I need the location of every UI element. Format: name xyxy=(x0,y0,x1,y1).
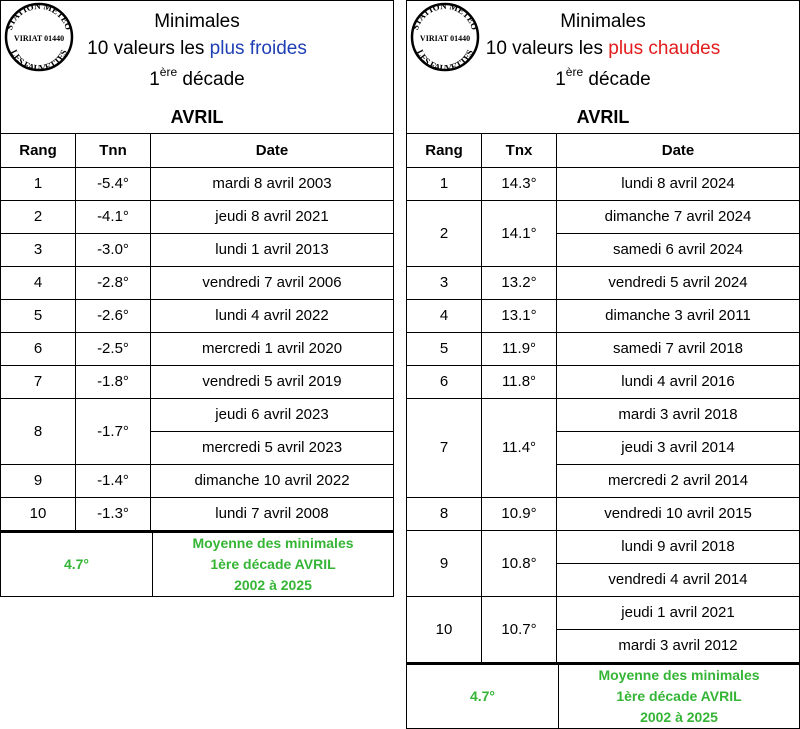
rank-cell: 6 xyxy=(1,332,76,365)
date-cell: mercredi 1 avril 2020 xyxy=(151,332,394,365)
page-title: Minimales xyxy=(154,11,240,32)
table-row xyxy=(407,299,800,332)
rank-cell: 4 xyxy=(407,299,482,332)
decade-label: 1ère décade xyxy=(149,65,245,90)
table-header-row xyxy=(407,134,800,167)
temperature-cell: 10.8° xyxy=(482,530,557,596)
date-cell: lundi 4 avril 2016 xyxy=(557,365,800,398)
table-row xyxy=(1,497,394,530)
page-subtitle: 10 valeurs les plus chaudes xyxy=(485,38,721,59)
average-footer xyxy=(406,663,800,729)
table-row xyxy=(1,398,394,431)
temperature-cell: -1.7° xyxy=(76,398,151,464)
svg-text:LES FAUVETTES: LES FAUVETTES xyxy=(8,47,70,73)
temperature-cell: -3.0° xyxy=(76,233,151,266)
date-cell: vendredi 7 avril 2006 xyxy=(151,266,394,299)
date-cell: vendredi 5 avril 2019 xyxy=(151,365,394,398)
temperature-cell: -2.8° xyxy=(76,266,151,299)
subtitle-accent: plus froides xyxy=(209,38,307,59)
temperature-cell: 11.8° xyxy=(482,365,557,398)
subtitle-accent: plus chaudes xyxy=(608,38,721,59)
month-label: AVRIL xyxy=(576,107,630,127)
panel-header xyxy=(406,0,800,134)
rank-cell: 6 xyxy=(407,365,482,398)
date-cell: dimanche 3 avril 2011 xyxy=(557,299,800,332)
date-cell: mardi 3 avril 2018 xyxy=(557,398,800,431)
table-row xyxy=(407,365,800,398)
table-row xyxy=(407,200,800,233)
table-row xyxy=(1,464,394,497)
rank-cell: 7 xyxy=(407,398,482,497)
table-header-row xyxy=(1,134,394,167)
rank-cell: 4 xyxy=(1,266,76,299)
rank-cell: 5 xyxy=(407,332,482,365)
temperature-cell: 11.4° xyxy=(482,398,557,497)
table-row xyxy=(1,233,394,266)
month-label: AVRIL xyxy=(170,107,224,127)
panel-header xyxy=(0,0,394,134)
table-row xyxy=(407,167,800,200)
decade-label: 1ère décade xyxy=(555,65,651,90)
date-cell: jeudi 8 avril 2021 xyxy=(151,200,394,233)
temperature-cell: 10.7° xyxy=(482,596,557,662)
table-row xyxy=(407,266,800,299)
rank-cell: 1 xyxy=(1,167,76,200)
date-cell: dimanche 7 avril 2024 xyxy=(557,200,800,233)
temperature-cell: -2.6° xyxy=(76,299,151,332)
temperature-cell: 14.1° xyxy=(482,200,557,266)
cold-records-panel xyxy=(0,0,394,597)
date-cell: vendredi 5 avril 2024 xyxy=(557,266,800,299)
date-cell: vendredi 4 avril 2014 xyxy=(557,563,800,596)
temperature-cell: -1.4° xyxy=(76,464,151,497)
date-cell: samedi 6 avril 2024 xyxy=(557,233,800,266)
table-row xyxy=(407,530,800,563)
table-row xyxy=(1,365,394,398)
rank-cell: 7 xyxy=(1,365,76,398)
table-row xyxy=(1,299,394,332)
rank-cell: 10 xyxy=(407,596,482,662)
svg-text:VIRIAT 01440: VIRIAT 01440 xyxy=(419,34,471,43)
rank-cell: 2 xyxy=(1,200,76,233)
date-cell: lundi 7 avril 2008 xyxy=(151,497,394,530)
average-label: Moyenne des minimales 1ère décade AVRIL 2002 à 2025 xyxy=(192,534,354,593)
temperature-cell: -1.8° xyxy=(76,365,151,398)
table-row xyxy=(1,200,394,233)
table-row xyxy=(407,332,800,365)
rank-cell: 8 xyxy=(407,497,482,530)
table-row xyxy=(1,167,394,200)
column-header: Date xyxy=(557,134,800,167)
rank-cell: 3 xyxy=(1,233,76,266)
date-cell: lundi 9 avril 2018 xyxy=(557,530,800,563)
average-value: 4.7° xyxy=(407,665,559,728)
average-footer xyxy=(0,531,394,597)
average-label: Moyenne des minimales 1ère décade AVRIL 2002 à 2025 xyxy=(598,666,760,725)
date-cell: lundi 1 avril 2013 xyxy=(151,233,394,266)
date-cell: mercredi 5 avril 2023 xyxy=(151,431,394,464)
temperature-cell: 10.9° xyxy=(482,497,557,530)
temperature-cell: 14.3° xyxy=(482,167,557,200)
temperature-cell: -1.3° xyxy=(76,497,151,530)
records-table xyxy=(406,134,800,663)
date-cell: jeudi 6 avril 2023 xyxy=(151,398,394,431)
date-cell: mardi 3 avril 2012 xyxy=(557,629,800,662)
rank-cell: 5 xyxy=(1,299,76,332)
date-cell: lundi 4 avril 2022 xyxy=(151,299,394,332)
table-row xyxy=(407,596,800,629)
temperature-cell: 13.1° xyxy=(482,299,557,332)
temperature-cell: -5.4° xyxy=(76,167,151,200)
rank-cell: 1 xyxy=(407,167,482,200)
date-cell: samedi 7 avril 2018 xyxy=(557,332,800,365)
column-header: Rang xyxy=(407,134,482,167)
date-cell: lundi 8 avril 2024 xyxy=(557,167,800,200)
rank-cell: 9 xyxy=(1,464,76,497)
rank-cell: 8 xyxy=(1,398,76,464)
rank-cell: 10 xyxy=(1,497,76,530)
svg-text:VIRIAT 01440: VIRIAT 01440 xyxy=(13,34,65,43)
svg-text:LES FAUVETTES: LES FAUVETTES xyxy=(414,47,476,73)
average-value: 4.7° xyxy=(1,533,153,596)
page-subtitle: 10 valeurs les plus froides xyxy=(87,38,307,59)
page-title: Minimales xyxy=(560,11,646,32)
column-header: Tnn xyxy=(76,134,151,167)
rank-cell: 9 xyxy=(407,530,482,596)
date-cell: vendredi 10 avril 2015 xyxy=(557,497,800,530)
rank-cell: 2 xyxy=(407,200,482,266)
date-cell: jeudi 3 avril 2014 xyxy=(557,431,800,464)
warm-records-panel xyxy=(406,0,800,729)
column-header: Date xyxy=(151,134,394,167)
table-row xyxy=(407,398,800,431)
date-cell: jeudi 1 avril 2021 xyxy=(557,596,800,629)
date-cell: mercredi 2 avril 2014 xyxy=(557,464,800,497)
temperature-cell: -2.5° xyxy=(76,332,151,365)
temperature-cell: 11.9° xyxy=(482,332,557,365)
date-cell: dimanche 10 avril 2022 xyxy=(151,464,394,497)
table-row xyxy=(1,332,394,365)
table-row xyxy=(407,497,800,530)
records-table xyxy=(0,134,394,531)
temperature-cell: 13.2° xyxy=(482,266,557,299)
temperature-cell: -4.1° xyxy=(76,200,151,233)
date-cell: mardi 8 avril 2003 xyxy=(151,167,394,200)
svg-text:STATION METEO: STATION METEO xyxy=(4,1,74,32)
column-header: Tnx xyxy=(482,134,557,167)
table-row xyxy=(1,266,394,299)
rank-cell: 3 xyxy=(407,266,482,299)
column-header: Rang xyxy=(1,134,76,167)
svg-text:STATION METEO: STATION METEO xyxy=(410,1,480,32)
